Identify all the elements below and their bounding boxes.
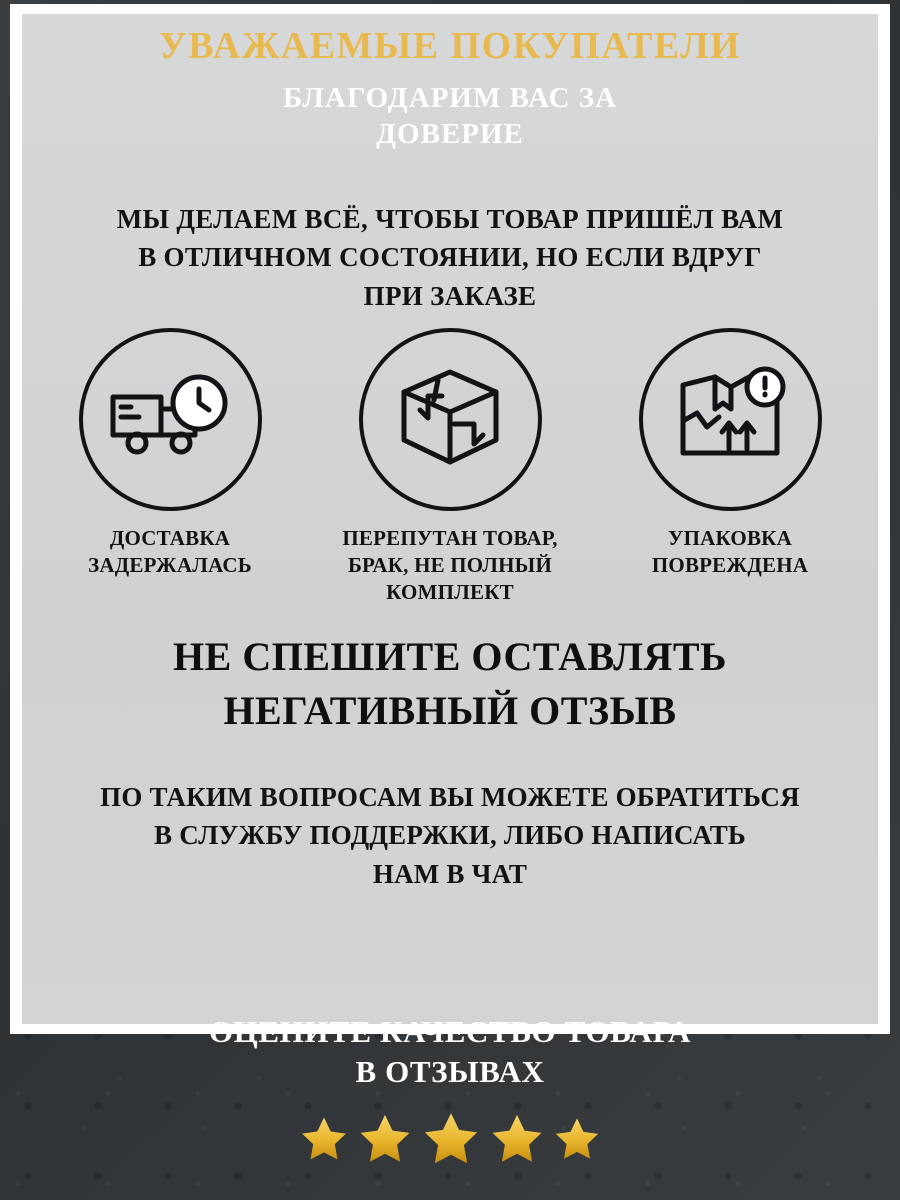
issue-caption-wrong-goods — [320, 525, 580, 606]
support-line-3: НАМ В ЧАТ — [372, 858, 528, 889]
header-subtitle-line2: ДОВЕРИЕ — [376, 118, 524, 151]
star-icon[interactable] — [356, 1111, 414, 1169]
rating-stars[interactable] — [0, 1109, 900, 1171]
support-line-1: ПО ТАКИМ ВОПРОСАМ ВЫ МОЖЕТЕ ОБРАТИТЬСЯ — [100, 782, 800, 812]
box-return-arrow-icon — [390, 362, 510, 477]
issue-item-delivery — [40, 328, 300, 606]
footer — [0, 990, 900, 1200]
footer-line-1: ОЦЕНИТЕ КАЧЕСТВО ТОВАРА — [208, 1014, 692, 1049]
issue-caption-line-1: УПАКОВКА — [668, 526, 792, 550]
footer-line-2: В ОТЗЫВАХ — [355, 1054, 545, 1090]
intro-line-2: В ОТЛИЧНОМ СОСТОЯНИИ, НО ЕСЛИ ВДРУГ — [138, 242, 762, 273]
header-subtitle-line1: БЛАГОДАРИМ ВАС ЗА — [282, 81, 618, 114]
issue-item-wrong-goods — [320, 328, 580, 606]
issue-caption-delivery — [40, 525, 300, 579]
issue-caption-line-2: ЗАДЕРЖАЛАСЬ — [88, 552, 252, 577]
headline-line-2: НЕГАТИВНЫЙ ОТЗЫВ — [223, 688, 677, 733]
issue-icon-circle — [79, 328, 262, 511]
intro-text — [60, 200, 840, 315]
damaged-package-warning-icon — [671, 365, 789, 474]
star-icon[interactable] — [298, 1114, 350, 1166]
headline — [70, 630, 830, 738]
page-title: УВАЖАЕМЫЕ ПОКУПАТЕЛИ — [158, 25, 742, 67]
delivery-truck-clock-icon — [107, 369, 233, 470]
issue-caption-line-1: ДОСТАВКА — [109, 526, 231, 550]
issue-caption-line-1: ПЕРЕПУТАН ТОВАР, — [342, 526, 558, 550]
star-icon[interactable] — [552, 1115, 602, 1165]
intro-line-3: ПРИ ЗАКАЗЕ — [363, 280, 537, 311]
footer-title — [0, 990, 900, 1093]
support-line-2: В СЛУЖБУ ПОДДЕРЖКИ, ЛИБО НАПИСАТЬ — [154, 820, 746, 851]
headline-line-1: НЕ СПЕШИТЕ ОСТАВЛЯТЬ — [173, 634, 727, 679]
star-icon[interactable] — [420, 1109, 482, 1171]
issues-row — [40, 328, 860, 606]
intro-line-1: МЫ ДЕЛАЕМ ВСЁ, ЧТОБЫ ТОВАР ПРИШЁЛ ВАМ — [116, 204, 784, 234]
issue-caption-damaged-package — [600, 525, 860, 579]
issue-caption-line-2: БРАК, НЕ ПОЛНЫЙ — [347, 552, 553, 577]
support-text — [50, 778, 850, 893]
star-icon[interactable] — [488, 1111, 546, 1169]
issue-icon-circle — [639, 328, 822, 511]
issue-caption-line-2: ПОВРЕЖДЕНА — [651, 552, 809, 577]
issue-caption-line-3: КОМПЛЕКТ — [386, 579, 514, 604]
issue-item-damaged-package — [600, 328, 860, 606]
issue-icon-circle — [359, 328, 542, 511]
